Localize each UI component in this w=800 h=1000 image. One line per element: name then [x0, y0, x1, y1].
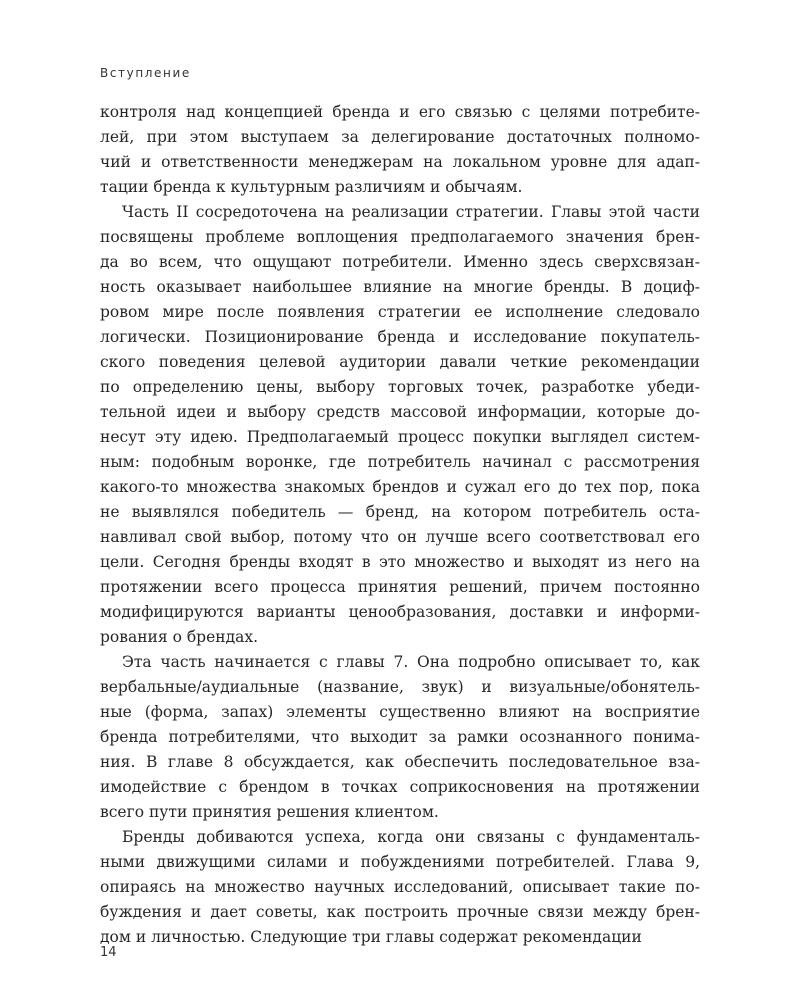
- text-line: ными движущими силами и побуждениями потребителей. Глава 9,: [100, 853, 700, 871]
- paragraph: [100, 100, 700, 200]
- text-line: ского поведения целевой аудитории давали четкие рекомендации: [100, 353, 700, 371]
- text-line: цели. Сегодня бренды входят в это множество и выходят из него на: [100, 553, 700, 571]
- text-line: Часть II сосредоточена на реализации стратегии. Главы этой части: [122, 203, 700, 221]
- text-line: Бренды добиваются успеха, когда они связаны с фундаменталь-: [122, 828, 700, 846]
- paragraph: [100, 825, 700, 950]
- body-text: [100, 100, 700, 950]
- text-line: ния. В главе 8 обсуждается, как обеспечить последовательное вза-: [100, 753, 700, 771]
- text-line: ность оказывает наибольшее влияние на многие бренды. В доциф-: [100, 278, 700, 296]
- text-line: посвящены проблеме воплощения предполагаемого значения брен-: [100, 228, 700, 246]
- text-line: бренда потребителями, что выходит за рамки осознанного понима-: [100, 728, 700, 746]
- text-line: ровом мире после появления стратегии ее исполнение следовало: [100, 303, 700, 321]
- text-line: дом и личностью. Следующие три главы содержат рекомендации: [100, 928, 642, 946]
- text-line: навливал свой выбор, потому что он лучше всего соответствовал его: [100, 528, 700, 546]
- text-line: протяжении всего процесса принятия решений, причем постоянно: [100, 578, 700, 596]
- text-line: какого-то множества знакомых брендов и сужал его до тех пор, пока: [100, 478, 700, 496]
- paragraph: [100, 650, 700, 825]
- text-line: несут эту идею. Предполагаемый процесс покупки выглядел систем-: [100, 428, 700, 446]
- page-number: 14: [100, 945, 117, 960]
- text-line: да во всем, что ощущают потребители. Именно здесь сверхсвязан-: [100, 253, 700, 271]
- text-line: контроля над концепцией бренда и его связью с целями потребите-: [100, 103, 700, 121]
- text-line: буждения и дает советы, как построить прочные связи между брен-: [100, 903, 700, 921]
- text-line: тельной идеи и выбору средств массовой информации, которые до-: [100, 403, 700, 421]
- text-line: ным: подобным воронке, где потребитель начинал с рассмотрения: [100, 453, 700, 471]
- running-head: Вступление: [100, 66, 191, 80]
- text-line: Эта часть начинается с главы 7. Она подробно описывает то, как: [122, 653, 700, 671]
- text-line: всего пути принятия решения клиентом.: [100, 803, 439, 821]
- text-line: ные (форма, запах) элементы существенно влияют на восприятие: [100, 703, 700, 721]
- text-line: логически. Позиционирование бренда и исследование покупатель-: [100, 328, 700, 346]
- text-line: рования о брендах.: [100, 628, 259, 646]
- text-line: вербальные/аудиальные (название, звук) и визуальные/обонятель-: [100, 678, 700, 696]
- paragraph: [100, 200, 700, 650]
- text-line: чий и ответственности менеджерам на локальном уровне для адап-: [100, 153, 700, 171]
- text-line: по определению цены, выбору торговых точек, разработке убеди-: [100, 378, 700, 396]
- text-line: лей, при этом выступаем за делегирование достаточных полномо-: [100, 128, 700, 146]
- text-line: не выявлялся победитель — бренд, на котором потребитель оста-: [100, 503, 700, 521]
- text-line: модифицируются варианты ценообразования, доставки и информи-: [100, 603, 700, 621]
- text-line: опираясь на множество научных исследований, описывает такие по-: [100, 878, 700, 896]
- text-line: тации бренда к культурным различиям и обычаям.: [100, 178, 523, 196]
- text-line: имодействие с брендом в точках соприкосновения на протяжении: [100, 778, 700, 796]
